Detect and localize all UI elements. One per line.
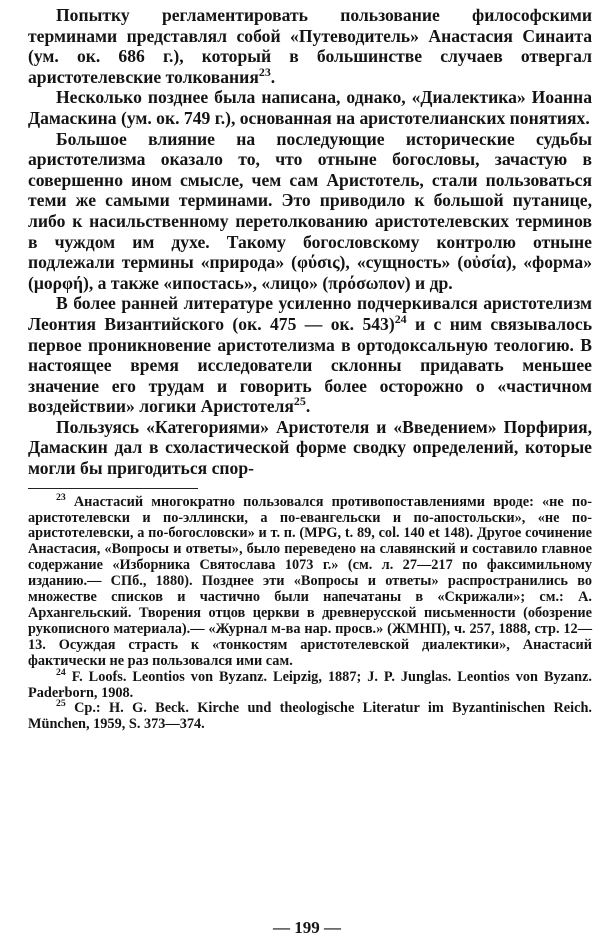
footnotes [28, 491, 592, 734]
footnote-mark: 24 [56, 666, 66, 678]
main-text [28, 5, 592, 479]
footnote-ref-24[interactable]: 24 [394, 312, 407, 327]
footnote-mark: 23 [56, 491, 66, 503]
paragraph-2: Несколько позднее была написана, однако, «Диалектика» Иоанна Дамаскина (ум. ок. 749 г.), основанная на аристотелианских понятиях. [28, 87, 592, 128]
footnote-ref-23[interactable]: 23 [258, 64, 271, 79]
footnote-divider [28, 488, 198, 489]
paragraph-5: Пользуясь «Категориями» Аристотеля и «Введением» Порфирия, Дамаскин дал в схоластической форме сводку определений, которые могли бы пригодиться спор- [28, 416, 592, 479]
footnote-24: $^{24}$ F. Loofs. Leontios von Byzanz. Leipzig, 1887; J. P. Junglas. Leontios von Byzanz. Paderborn, 1908. [28, 666, 592, 701]
paragraph-1: Попытку регламентировать пользование философскими терминами представлял собой «Путеводитель» Анастасия Синаита (ум. ок. 686 г.), который в большинстве случаев отвергал аристотелевские толкования$^{23}$. [28, 5, 592, 87]
paragraph-4: В более ранней литературе усиленно подчеркивался аристотелизм Леонтия Византийского (ок. 475 — ок. 543)$^{24}$ и с ним связывалось первое проникновение аристотелизма в ортодоксальную теологию. В настоящее время исследователи склонны придавать меньшее значение его трудам и говорить более осторожно о «частичном воздействии» логики Аристотеля$^{25}$. [28, 293, 592, 417]
footnote-23: $^{23}$ Анастасий многократно пользовался противопоставлениями вроде: «не по-аристотелевски и по-эллински, а по-евангельски и по-апостольски», «не по-аристотелевски, а по-богословски» и т. п. (MPG, t. 89, col. 140 et 148). Другое сочинение Анастасия, «Вопросы и ответы», было переведено на славянский и составило главное содержание «Изборника Святослава 1073 г.» (см. л. 27—217 по факсимильному изданию.— СПб., 1880). Позднее эти «Вопросы и ответы» распространились во множестве списков и частично были напечатаны в «Скрижали»; см.: А. Архангельский. Творения отцов церкви в древнерусской письменности (обозрение рукописного материала).— «Журнал м-ва нар. просв.» (ЖМНП), ч. 257, 1888, стр. 12—13. Осуждая страсть к «тонкостям аристотелевской диалектики», Анастасий фактически не раз пользовался ими сам. [28, 491, 592, 669]
footnote-ref-25[interactable]: 25 [293, 394, 306, 409]
footnote-mark: 25 [56, 698, 66, 710]
footnote-25: $^{25}$ Ср.: H. G. Beck. Kirche und theologische Literatur im Byzantinischen Reich. München, 1959, S. 373—374. [28, 698, 592, 733]
paragraph-3: Большое влияние на последующие исторические судьбы аристотелизма оказало то, что отныне богословы, зачастую в совершенно ином смысле, чем сам Аристотель, стали пользоваться теми же самыми терминами. Это приводило к большой путанице, либо к насильственному перетолкованию аристотелевских терминов в чуждом им духе. Такому богословскому контролю отныне подлежали термины «природа» (φύσις), «сущность» (οὐσία), «форма» (μορφή), а также «ипостась», «лицо» (πρόσωπον) и др. [28, 128, 592, 293]
page-number: — 199 — [273, 918, 341, 937]
